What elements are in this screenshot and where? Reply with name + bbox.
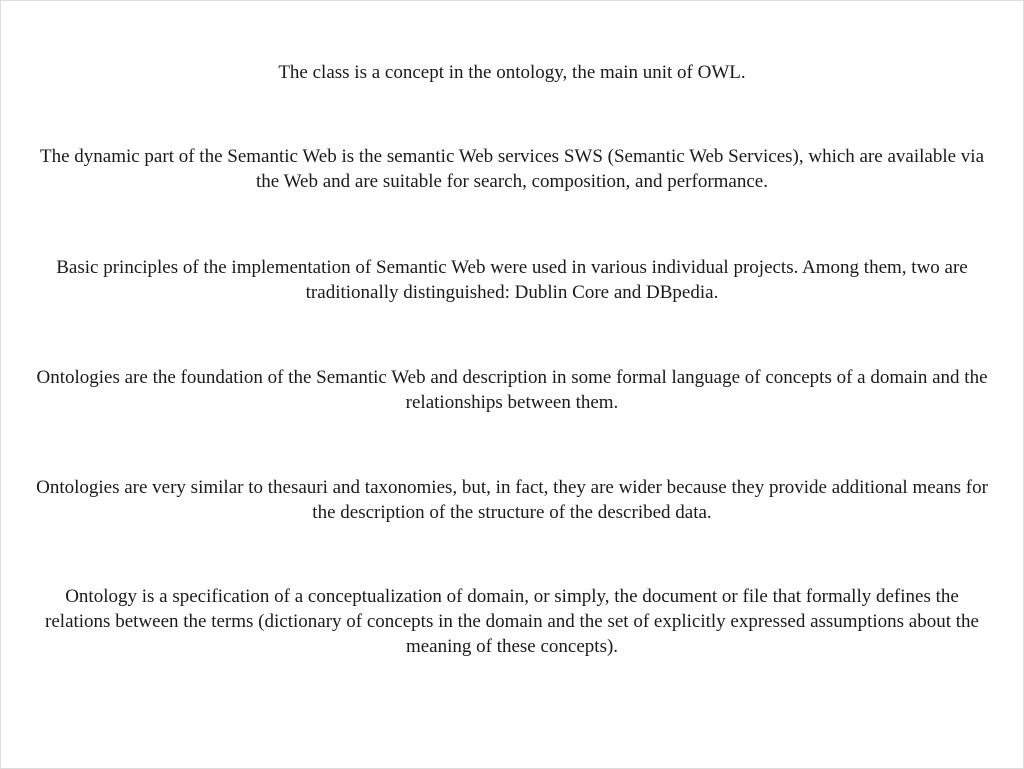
paragraph-ontology-specification: Ontology is a specification of a conceptualization of domain, or simply, the document or file that formally defines the relations between the terms (dictionary of concepts in the domain and the set of explicitly expressed assumptions about the meaning of these concepts). [45,586,979,657]
paragraph-ontologies-thesauri: Ontologies are very similar to thesauri and taxonomies, but, in fact, they are wider because they provide additional means for the description of the structure of the described data. [36,477,988,523]
paragraph-basic-principles: Basic principles of the implementation of Semantic Web were used in various individual projects. Among them, two are traditionally distinguished: Dublin Core and DBpedia. [56,257,968,303]
paragraph-ontologies-foundation: Ontologies are the foundation of the Semantic Web and description in some formal language of concepts of a domain and the relationships between them. [36,367,988,413]
paragraph-owl-class: The class is a concept in the ontology, the main unit of OWL. [278,62,746,83]
paragraph-semantic-web-services: The dynamic part of the Semantic Web is the semantic Web services SWS (Semantic Web Services), which are available via the Web and are suitable for search, composition, and performance. [39,146,985,192]
